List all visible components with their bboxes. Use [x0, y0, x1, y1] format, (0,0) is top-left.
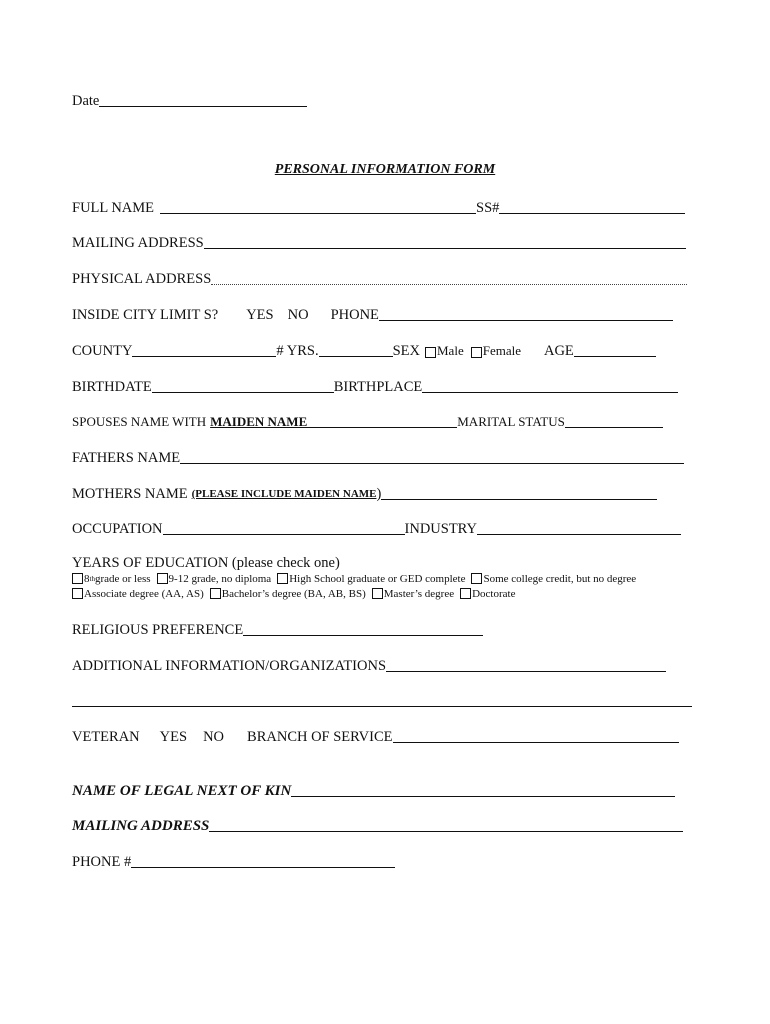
religious-label: RELIGIOUS PREFERENCE	[72, 622, 244, 638]
mailing-address-label: MAILING ADDRESS	[72, 235, 204, 251]
mailing-address-field[interactable]	[204, 234, 686, 249]
edu-9-12-checkbox[interactable]	[157, 573, 168, 584]
marital-status-field[interactable]	[565, 413, 663, 428]
male-checkbox[interactable]	[425, 347, 436, 358]
occupation-label: OCCUPATION	[72, 521, 163, 537]
industry-label: INDUSTRY	[404, 521, 478, 537]
mothers-note: (PLEASE INCLUDE MAIDEN NAME	[191, 488, 377, 500]
yrs-label: # YRS.	[276, 343, 319, 359]
age-field[interactable]	[574, 342, 656, 357]
date-field[interactable]	[99, 92, 307, 107]
kin-phone-field[interactable]	[131, 853, 395, 868]
physical-address-label: PHYSICAL ADDRESS	[72, 271, 212, 287]
edu-option-doctorate[interactable]	[460, 588, 515, 600]
edu-associate-checkbox[interactable]	[72, 588, 83, 599]
next-of-kin-row	[72, 782, 675, 799]
form-title: PERSONAL INFORMATION FORM	[274, 162, 496, 177]
spouses-label: SPOUSES NAME WITH	[72, 414, 207, 429]
additional-field[interactable]	[386, 657, 666, 672]
religious-row	[72, 621, 483, 638]
edu-master-checkbox[interactable]	[372, 588, 383, 599]
inside-city-row	[72, 306, 673, 323]
education-options-row2	[72, 588, 521, 600]
female-label: Female	[482, 343, 521, 358]
edu-hs-checkbox[interactable]	[277, 573, 288, 584]
next-of-kin-label: NAME OF LEGAL NEXT OF KIN	[72, 783, 292, 799]
fathers-row	[72, 449, 684, 466]
edu-option-master[interactable]	[372, 588, 454, 600]
veteran-no[interactable]: NO	[203, 729, 225, 745]
inside-city-label: INSIDE CITY LIMIT S?	[72, 307, 219, 323]
county-field[interactable]	[132, 342, 276, 357]
edu-8th-num: 8	[84, 573, 90, 585]
edu-option-8th[interactable]	[72, 573, 151, 585]
age-label: AGE	[543, 343, 574, 359]
phone-label: PHONE	[330, 307, 379, 323]
edu-option-bachelor[interactable]	[210, 588, 366, 600]
ss-field[interactable]	[499, 199, 685, 214]
edu-9-12-label: 9-12 grade, no diploma	[168, 573, 272, 585]
birthplace-field[interactable]	[422, 378, 678, 393]
next-of-kin-field[interactable]	[291, 782, 675, 797]
mailing-address-row	[72, 234, 686, 251]
spouse-name-field[interactable]	[307, 413, 457, 428]
male-label: Male	[437, 343, 464, 358]
edu-doctorate-checkbox[interactable]	[460, 588, 471, 599]
birthdate-field[interactable]	[152, 378, 334, 393]
full-name-field[interactable]	[160, 199, 476, 214]
education-options-row1	[72, 573, 642, 585]
kin-phone-label: PHONE #	[72, 854, 132, 870]
fathers-name-label: FATHERS NAME	[72, 450, 181, 466]
edu-hs-label: High School graduate or GED complete	[289, 573, 466, 585]
kin-mailing-row	[72, 817, 683, 834]
phone-field[interactable]	[379, 306, 673, 321]
county-label: COUNTY	[72, 343, 133, 359]
branch-field[interactable]	[393, 728, 679, 743]
birthdate-row	[72, 378, 678, 395]
additional-row	[72, 657, 666, 674]
marital-status-label: MARITAL STATUS	[457, 414, 565, 429]
edu-some-college-checkbox[interactable]	[471, 573, 482, 584]
edu-some-college-label: Some college credit, but no degree	[483, 573, 637, 585]
edu-doctorate-label: Doctorate	[472, 588, 516, 600]
edu-option-hs[interactable]	[277, 573, 465, 585]
female-checkbox[interactable]	[471, 347, 482, 358]
edu-option-some-college[interactable]	[471, 573, 636, 585]
yrs-field[interactable]	[319, 342, 393, 357]
additional-label: ADDITIONAL INFORMATION/ORGANIZATIONS	[72, 658, 387, 674]
veteran-yes[interactable]: YES	[159, 729, 188, 745]
veteran-label: VETERAN	[72, 729, 140, 745]
kin-phone-row	[72, 853, 395, 870]
full-name-label: FULL NAME	[72, 200, 155, 216]
birthdate-label: BIRTHDATE	[72, 379, 152, 395]
kin-mailing-label: MAILING ADDRESS	[72, 818, 210, 834]
county-row	[72, 342, 656, 359]
education-row	[72, 555, 340, 571]
education-label: YEARS OF EDUCATION (please check one)	[72, 555, 340, 571]
kin-mailing-field[interactable]	[209, 817, 683, 832]
fathers-name-field[interactable]	[180, 449, 684, 464]
edu-option-associate[interactable]	[72, 588, 204, 600]
occupation-field[interactable]	[163, 520, 405, 535]
edu-associate-label: Associate degree (AA, AS)	[84, 588, 204, 600]
mothers-name-label: MOTHERS NAME	[72, 486, 188, 502]
spouse-row	[72, 413, 663, 430]
mothers-row	[72, 485, 657, 502]
physical-address-row	[72, 270, 687, 287]
full-name-row	[72, 199, 685, 216]
occupation-row	[72, 520, 681, 537]
additional-field-line-2[interactable]	[72, 706, 692, 707]
inside-city-yes[interactable]: YES	[246, 307, 274, 323]
edu-master-label: Master’s degree	[383, 588, 455, 600]
edu-8th-label: grade or less	[94, 573, 151, 585]
edu-bachelor-checkbox[interactable]	[210, 588, 221, 599]
date-label: Date	[72, 93, 100, 109]
maiden-name-label: MAIDEN NAME	[210, 414, 308, 429]
edu-8th-checkbox[interactable]	[72, 573, 83, 584]
physical-address-field[interactable]	[211, 270, 687, 285]
edu-option-9-12[interactable]	[157, 573, 272, 585]
sex-label: SEX	[392, 343, 420, 359]
mothers-close: )	[376, 486, 382, 502]
edu-bachelor-label: Bachelor’s degree (BA, AB, BS)	[221, 588, 366, 600]
industry-field[interactable]	[477, 520, 681, 535]
ss-label: SS#	[476, 200, 500, 216]
date-row	[72, 92, 307, 109]
birthplace-label: BIRTHPLACE	[333, 379, 423, 395]
branch-label: BRANCH OF SERVICE	[247, 729, 393, 745]
edu-8th-sup: th	[89, 575, 95, 583]
inside-city-no[interactable]: NO	[287, 307, 309, 323]
veteran-row	[72, 728, 679, 745]
mothers-name-field[interactable]	[381, 485, 657, 500]
religious-field[interactable]	[243, 621, 483, 636]
